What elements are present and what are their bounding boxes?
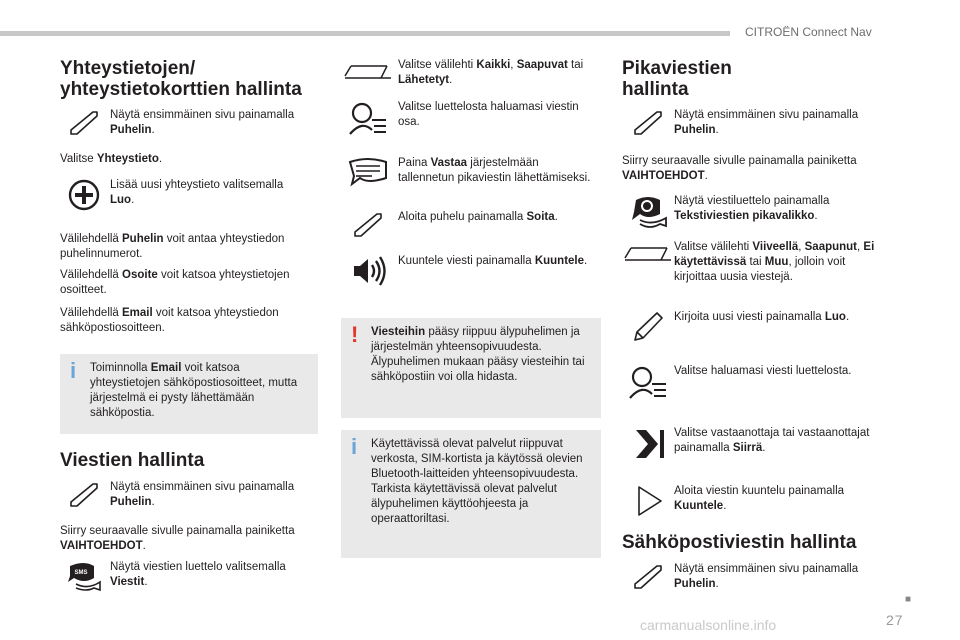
page-marker: ■ [905,594,912,605]
section-title-contacts: Yhteystietojen/ yhteystietokorttien hallinta [60,58,302,100]
phone-icon [622,108,674,152]
step-reply: Paina Vastaa järjestelmään tallennetun pikaviestin lähettämiseksi. [338,156,598,200]
step-quick-menu: Näytä viestiluettelo painamalla Tekstiviestien pikavalikko. [622,194,879,238]
speaker-icon [338,254,398,298]
tab-icon [622,240,674,284]
header-rule [0,31,730,36]
header-title: CITROËN Connect Nav [745,25,872,39]
instruction-phone-tab: Välilehdellä Puhelin voit antaa yhteystiedon puhelinnumerot. [60,233,285,260]
instruction-options: Siirry seuraavalle sivulle painamalla painiketta VAIHTOEHDOT. [60,525,295,552]
pen-icon [622,310,674,354]
step-show-phone-3: Näytä ensimmäinen sivu painamalla Puhelin. [622,108,879,152]
contact-list-icon [622,364,674,408]
phone-icon [58,480,110,524]
section-title-quick-messages: Pikaviestien hallinta [622,58,732,100]
phone-icon [338,210,398,254]
step-listen-2: Aloita viestin kuuntelu painamalla Kuuntele. [622,484,879,528]
step-listen: Kuuntele viesti painamalla Kuuntele. [338,254,598,298]
step-show-phone-2: Näytä ensimmäinen sivu painamalla Puhelin. [58,480,310,524]
tab-icon [338,58,398,102]
step-select-message: Valitse luettelosta haluamasi viestin osa. [338,100,598,144]
step-select-tab: Valitse välilehti Kaikki, Saapuvat tai Lähetetyt. [338,58,598,102]
info-note-services: i Käytettävissä olevat palvelut riippuvat verkosta, SIM-kortista ja käytössä olevien Bluetooth-laitteiden yhteensopivuudesta. Tarkista käytettävissä olevat palvelut älypuhelimen käyttöohjeesta ja operaattoriltasi. [341,430,601,558]
step-select-message-2: Valitse haluamasi viesti luettelosta. [622,364,879,408]
info-icon: i [70,358,77,383]
svg-text:SMS: SMS [74,570,88,576]
settings-message-icon [622,194,674,238]
watermark: carmanualsonline.info [640,617,777,633]
play-icon [622,484,674,528]
phone-icon [58,108,110,152]
instruction-email-tab: Välilehdellä Email voit katsoa yhteystiedon sähköpostiosoitteen. [60,307,279,334]
transfer-icon [622,426,674,470]
warning-icon: ! [351,322,359,347]
step-call: Aloita puhelu painamalla Soita. [338,210,598,254]
step-select-tab-2: Valitse välilehti Viiveellä, Saapunut, Ei käytettävissä tai Muu, jolloin voit kirjoittaa uusia viestejä. [622,240,879,285]
section-title-messages: Viestien hallinta [60,450,205,471]
step-show-phone-4: Näytä ensimmäinen sivu painamalla Puhelin. [622,562,879,606]
step-show-messages: SMS Näytä viestien luettelo valitsemalla Viestit. [58,560,310,604]
contact-list-icon [338,100,398,144]
step-show-phone: Näytä ensimmäinen sivu painamalla Puhelin. [58,108,310,152]
step-create-message: Kirjoita uusi viesti painamalla Luo. [622,310,879,354]
phone-icon [622,562,674,606]
info-note-email: i Toiminnolla Email voit katsoa yhteystietojen sähköpostiosoitteet, mutta järjestelmä ei pysty lähettämään sähköpostia. [60,354,318,434]
sms-icon [58,560,110,604]
step-transfer: Valitse vastaanottaja tai vastaanottajat painamalla Siirrä. [622,426,879,470]
step-create-contact: Lisää uusi yhteystieto valitsemalla Luo. [58,178,310,222]
page-number: 27 [886,612,904,628]
info-icon: i [351,434,358,459]
quick-message-icon [338,156,398,200]
plus-circle-icon [58,178,110,222]
section-title-email: Sähköpostiviestin hallinta [622,532,857,553]
warning-note-messages: ! Viesteihin pääsy riippuu älypuhelimen ja järjestelmän yhteensopivuudesta. Älypuhelimen mukaan pääsy viesteihin tai sähköpostiin voi olla hidasta. [341,318,601,418]
instruction-options-2: Siirry seuraavalle sivulle painamalla painiketta VAIHTOEHDOT. [622,155,857,182]
instruction-address-tab: Välilehdellä Osoite voit katsoa yhteystietojen osoitteet. [60,269,290,296]
instruction-select-contact: Valitse Yhteystieto. [60,153,163,165]
